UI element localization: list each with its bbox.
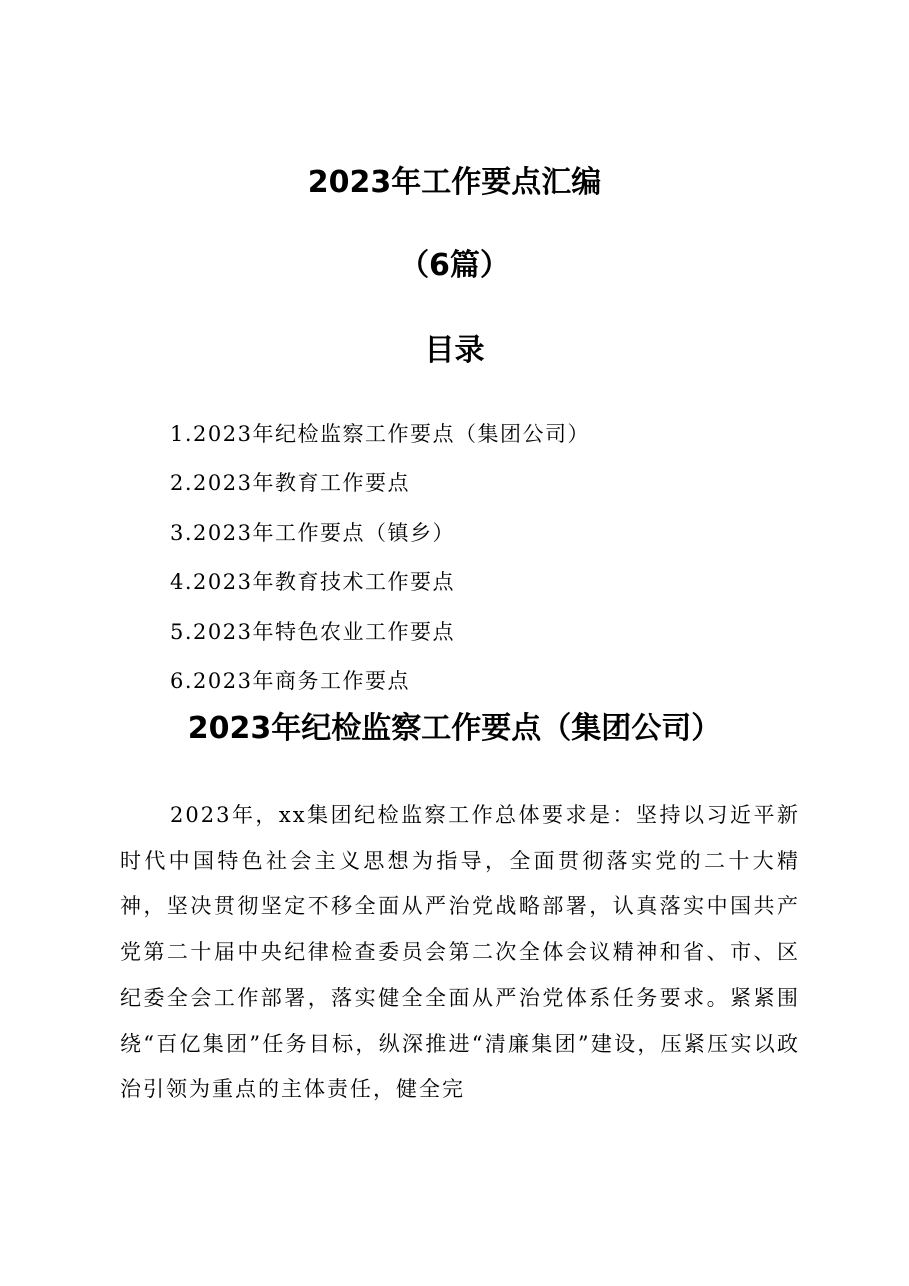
toc-item-1: 1.2023年纪检监察工作要点（集团公司） bbox=[170, 422, 590, 446]
section-heading: 2023年纪检监察工作要点（集团公司） bbox=[187, 711, 722, 746]
toc-item-2: 2.2023年教育工作要点 bbox=[170, 471, 410, 496]
document-subtitle: （6篇） bbox=[399, 248, 510, 283]
table-of-contents bbox=[170, 417, 590, 713]
toc-item-3: 3.2023年工作要点（镇乡） bbox=[170, 520, 455, 545]
toc-item-6: 6.2023年商务工作要点 bbox=[170, 668, 410, 693]
body-paragraph: 2023年，xx集团纪检监察工作总体要求是：坚持以习近平新时代中国特色社会主义思想为指导，全面贯彻落实党的二十大精神，坚决贯彻坚定不移全面从严治党战略部署，认真落实中国共产党第二十届中央纪律检查委员会第二次全体会议精神和省、市、区纪委全会工作部署，落实健全全面从严治党体系任务要求。紧紧围绕“百亿集团”任务目标，纵深推进“清廉集团”建设，压紧压实以政治引领为重点的主体责任，健全完 bbox=[120, 803, 800, 1102]
toc-item-5: 5.2023年特色农业工作要点 bbox=[170, 619, 455, 644]
toc-item-4: 4.2023年教育技术工作要点 bbox=[170, 570, 455, 595]
document-title: 2023年工作要点汇编 bbox=[307, 165, 602, 200]
toc-heading: 目录 bbox=[424, 333, 485, 368]
